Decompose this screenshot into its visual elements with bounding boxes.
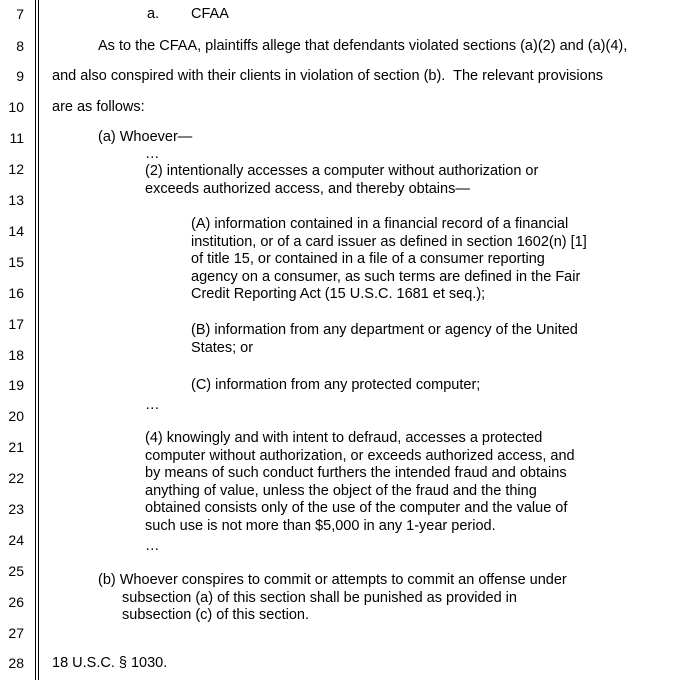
quote-line: (2) intentionally accesses a computer without authorization or bbox=[145, 163, 539, 179]
line-number: 10 bbox=[8, 99, 24, 115]
quote-paragraph-C: (C) information from any protected computer; bbox=[191, 377, 481, 393]
margin-rule-left bbox=[35, 0, 36, 680]
quote-paragraph-A bbox=[191, 216, 587, 304]
line-number: 22 bbox=[8, 470, 24, 486]
line-number: 11 bbox=[9, 130, 24, 146]
intro-line-1: As to the CFAA, plaintiffs allege that defendants violated sections (a)(2) and (a)(4), bbox=[98, 38, 628, 54]
line-number: 24 bbox=[8, 532, 24, 548]
quote-line: by means of such conduct furthers the intended fraud and obtains bbox=[145, 465, 567, 481]
line-number: 8 bbox=[16, 38, 24, 54]
line-number: 26 bbox=[8, 594, 24, 610]
quote-line: (4) knowingly and with intent to defraud, accesses a protected bbox=[145, 430, 543, 446]
line-number: 23 bbox=[8, 501, 24, 517]
quote-a-whoever: (a) Whoever— bbox=[98, 129, 193, 145]
quote-line: exceeds authorized access, and thereby obtains— bbox=[145, 180, 470, 197]
line-number: 15 bbox=[8, 254, 24, 270]
intro-line-3: are as follows: bbox=[52, 99, 145, 115]
line-number: 7 bbox=[16, 6, 24, 22]
quote-line: agency on a consumer, as such terms are defined in the Fair bbox=[191, 268, 581, 285]
intro-line-2: and also conspired with their clients in violation of section (b). The relevant provisions bbox=[52, 68, 604, 84]
line-number: 9 bbox=[16, 68, 24, 84]
line-number: 17 bbox=[8, 316, 24, 332]
ellipsis: … bbox=[145, 538, 160, 554]
line-number-gutter bbox=[0, 0, 30, 680]
line-number: 13 bbox=[8, 192, 24, 208]
line-number: 12 bbox=[8, 161, 24, 177]
ellipsis: … bbox=[145, 397, 160, 413]
line-number: 19 bbox=[8, 377, 24, 393]
quote-paragraph-b bbox=[98, 572, 567, 625]
quote-paragraph-a2 bbox=[145, 163, 538, 198]
quote-line: computer without authorization, or exceeds authorized access, and bbox=[145, 447, 575, 464]
line-number: 28 bbox=[8, 655, 24, 671]
quote-line: such use is not more than $5,000 in any 1-year period. bbox=[145, 517, 496, 534]
quote-line: Credit Reporting Act (15 U.S.C. 1681 et seq.); bbox=[191, 286, 486, 302]
quote-line: institution, or of a card issuer as defined in section 1602(n) [1] bbox=[191, 233, 587, 250]
quote-line: subsection (a) of this section shall be punished as provided in bbox=[122, 589, 517, 606]
quote-line: (B) information from any department or agency of the United bbox=[191, 322, 578, 338]
section-title: CFAA bbox=[191, 6, 229, 22]
section-marker: a. bbox=[147, 6, 160, 22]
line-number: 20 bbox=[8, 408, 24, 424]
quote-line: (b) Whoever conspires to commit or attempts to commit an offense under bbox=[98, 572, 567, 588]
citation: 18 U.S.C. § 1030. bbox=[52, 655, 168, 671]
quote-line: subsection (c) of this section. bbox=[122, 607, 309, 623]
quote-line: States; or bbox=[191, 339, 254, 356]
quote-paragraph-B bbox=[191, 322, 578, 357]
line-number: 14 bbox=[8, 223, 24, 239]
line-number: 27 bbox=[8, 625, 24, 641]
quote-paragraph-a4 bbox=[145, 430, 575, 535]
quote-line: (A) information contained in a financial record of a financial bbox=[191, 216, 569, 232]
ellipsis: … bbox=[145, 146, 160, 162]
quote-line: anything of value, unless the object of the fraud and the thing bbox=[145, 482, 537, 499]
line-number: 18 bbox=[8, 347, 24, 363]
quote-line: of title 15, or contained in a file of a consumer reporting bbox=[191, 251, 545, 267]
line-number: 16 bbox=[8, 285, 24, 301]
line-number: 21 bbox=[8, 439, 24, 455]
margin-rule-right bbox=[38, 0, 39, 680]
quote-line: obtained consists only of the use of the computer and the value of bbox=[145, 500, 568, 516]
line-number: 25 bbox=[8, 563, 24, 579]
